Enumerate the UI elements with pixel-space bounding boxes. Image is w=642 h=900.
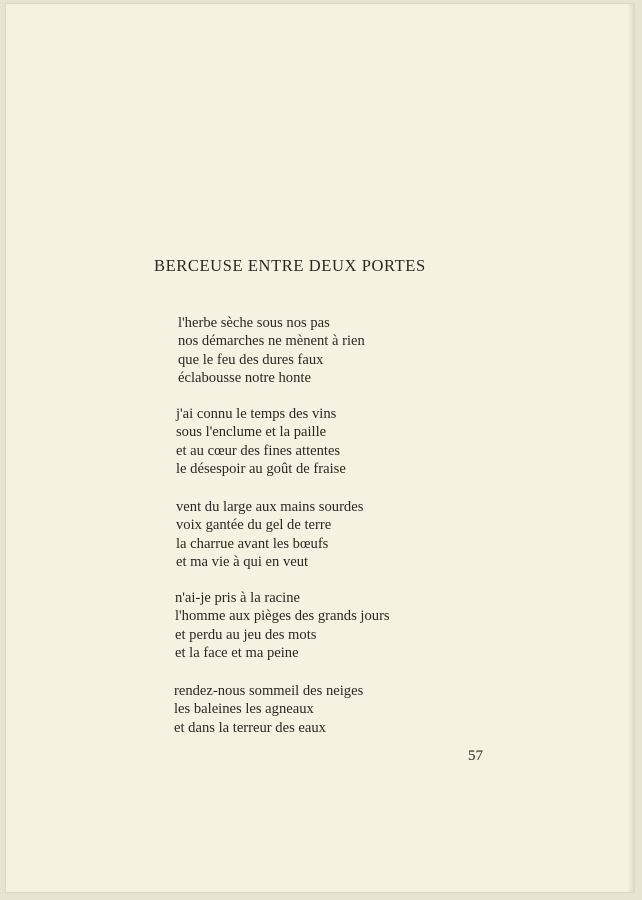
stanza-4 — [175, 589, 390, 662]
poem-line: et ma vie à qui en veut — [176, 553, 309, 570]
poem-line: rendez-nous sommeil des neiges — [174, 683, 364, 699]
poem-line: le désespoir au goût de fraise — [176, 460, 346, 477]
poem-line: et au cœur des fines attentes — [176, 442, 341, 459]
stanza-3 — [176, 498, 363, 571]
poem-line: vent du large aux mains sourdes — [176, 499, 364, 515]
poem-line: voix gantée du gel de terre — [176, 517, 332, 534]
poem-line: l'homme aux pièges des grands jours — [175, 608, 390, 625]
poem-line: nos démarches ne mènent à rien — [178, 333, 365, 350]
poem-line: et dans la terreur des eaux — [174, 719, 326, 736]
poem-line: la charrue avant les bœufs — [176, 535, 329, 552]
stanza-1 — [178, 314, 365, 387]
book-page — [6, 4, 634, 892]
poem-line: n'ai-je pris à la racine — [175, 590, 300, 606]
poem-line: j'ai connu le temps des vins — [176, 406, 337, 422]
poem-line: et perdu au jeu des mots — [175, 626, 317, 643]
poem-line: l'herbe sèche sous nos pas — [178, 315, 330, 331]
poem-line: sous l'enclume et la paille — [176, 424, 327, 441]
poem-title: BERCEUSE ENTRE DEUX PORTES — [154, 256, 426, 275]
page-number: 57 — [468, 748, 483, 764]
poem-line: que le feu des dures faux — [178, 351, 324, 368]
poem-line: éclabousse notre honte — [178, 369, 311, 386]
stanza-5 — [174, 682, 363, 737]
poem-line: les baleines les agneaux — [174, 701, 314, 718]
stanza-2 — [176, 405, 346, 478]
poem-line: et la face et ma peine — [175, 644, 299, 661]
